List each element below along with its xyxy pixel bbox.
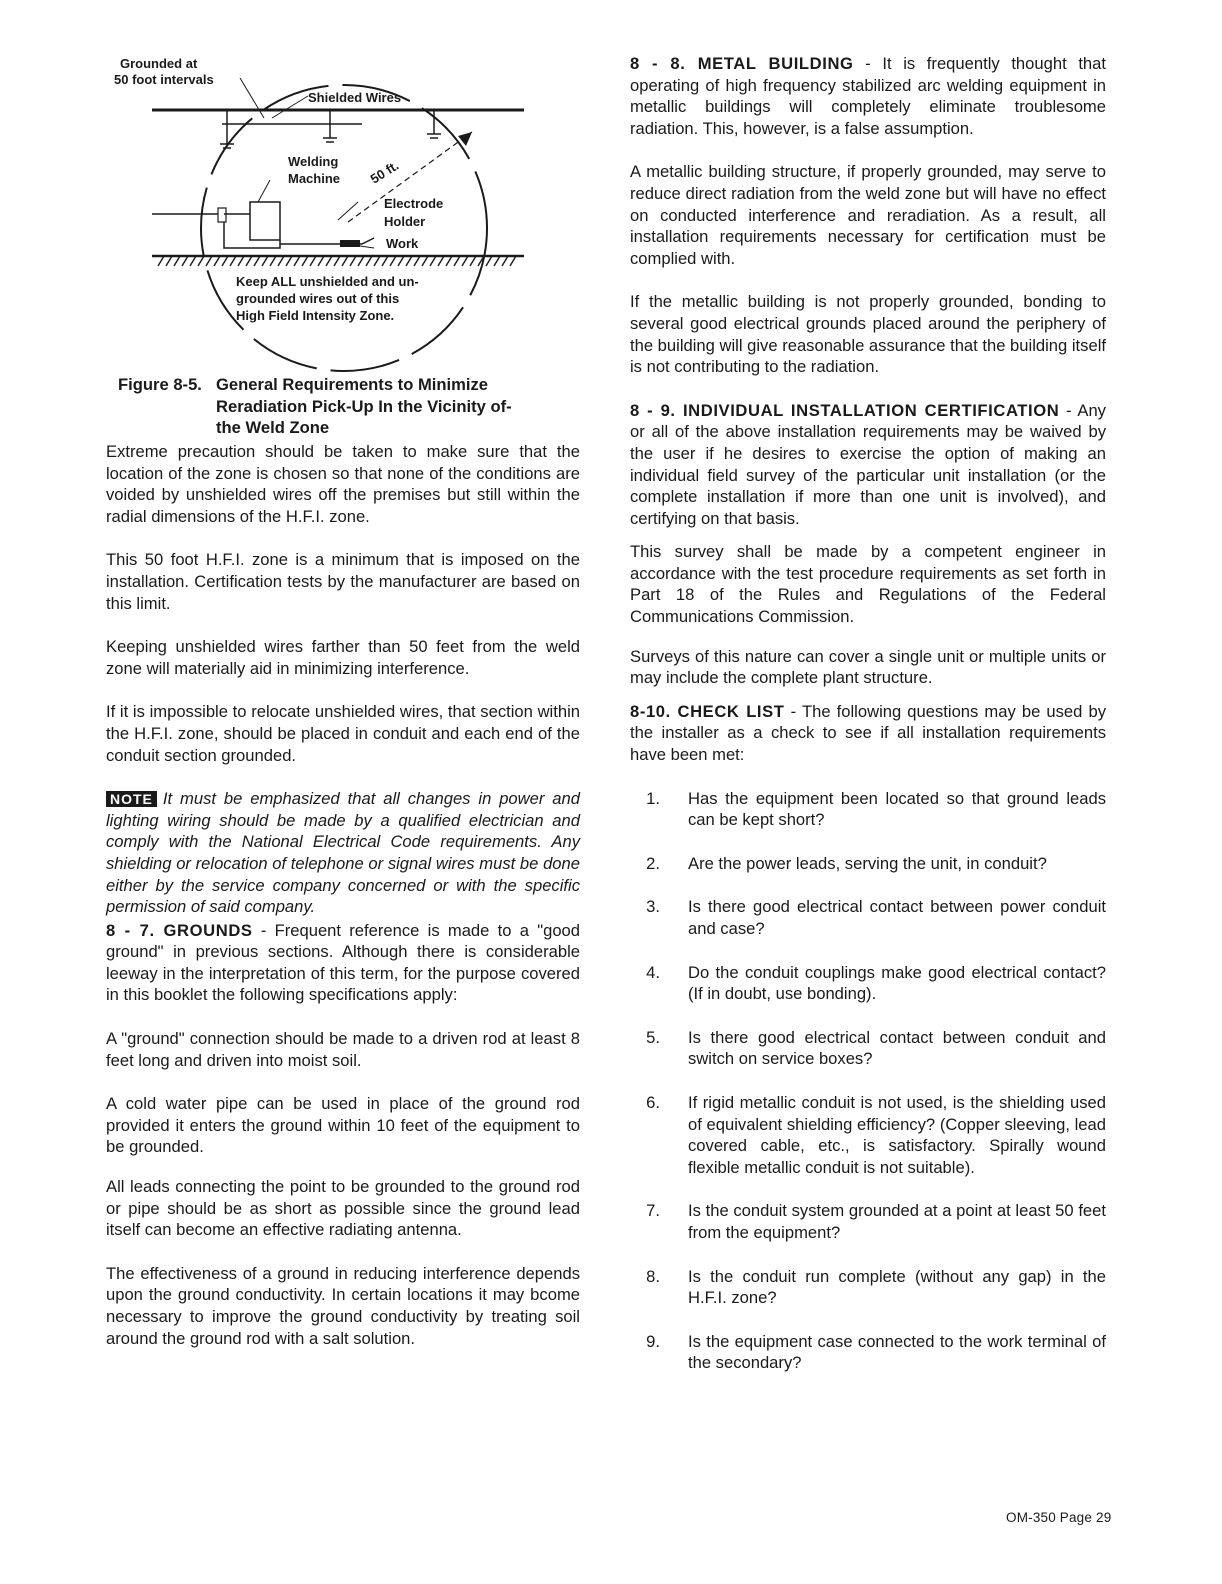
paragraph-bonding: If the metallic building is not properly grounded, bonding to several good electrical grounds placed around the periphery of the building will give reasonable assurance that the building itself is not contributing to the radiation. <box>630 292 1106 377</box>
label-machine: Machine <box>288 171 341 186</box>
label-shielded-wires: Shielded Wires <box>308 90 402 105</box>
grounds-heading: 8 - 7. GROUNDS <box>106 920 253 940</box>
electrode-holder-shape <box>340 240 360 247</box>
list-item: 6. If rigid metallic conduit is not used, is the shielding used of equivalent shielding efficiency? (Copper sleeving, lead covered cable, etc., is satisfactory. Spirally wound flexible metallic conduit is not suitable). <box>646 1092 1106 1177</box>
label-welding: Welding <box>288 154 339 169</box>
paragraph-conductivity: The effectiveness of a ground in reducing interference depends upon the ground conductivity. In certain locations it may bcome necessary to improve the ground conductivity by treating soil around the ground rod with a salt solution. <box>106 1263 580 1348</box>
check-list <box>630 788 1106 1374</box>
list-item: 3. Is there good electrical contact between power conduit and case? <box>646 897 1106 938</box>
page-footer <box>1006 1510 1111 1525</box>
check-list-text: - The following questions may be used by the installer as a check to see if all installation requirements have been met: <box>630 701 1106 765</box>
left-column <box>106 441 580 1349</box>
grounded-pointer <box>240 78 264 118</box>
right-column <box>630 53 1106 1374</box>
label-grounded: Grounded at <box>120 56 198 71</box>
label-electrode: Electrode <box>384 196 444 211</box>
paragraph-survey: This survey shall be made by a competent engineer in accordance with the test procedure requirements as set forth in Part 18 of the Rules and Regulations of the Federal Communications Commission. <box>630 542 1106 627</box>
paragraph-precaution: Extreme precaution should be taken to make sure that the location of the zone is chosen so that none of the conditions are voided by unshielded wires off the premises but still within the radial dimensions of the H.F.I. zone. <box>106 442 580 526</box>
paragraph-grounded-structure: A metallic building structure, if properly grounded, may serve to reduce direct radiation from the weld zone but will have no effect on conducted interference and reradiation. As a result, all installation requirements necessary for certification must be complied with. <box>630 162 1106 268</box>
paragraph-farther-wires: Keeping unshielded wires farther than 50 feet from the weld zone will materially aid in minimizing interference. <box>106 637 580 678</box>
paragraph-conduit: If it is impossible to relocate unshielded wires, that section within the H.F.I. zone, should be placed in conduit and each end of the conduit section grounded. <box>106 702 580 765</box>
label-work: Work <box>386 236 419 251</box>
paragraph-water-pipe: A cold water pipe can be used in place of the ground rod provided it enters the ground within 10 feet of the equipment to be grounded. <box>106 1094 580 1157</box>
page-number: Page 29 <box>1059 1510 1112 1525</box>
welding-machine-box <box>250 202 280 240</box>
caption-line3: the Weld Zone <box>216 418 330 438</box>
paragraph-short-leads: All leads connecting the point to be grounded to the ground rod or pipe should be as short as possible since the ground lead itself can become an effective radiating antenna. <box>106 1177 580 1240</box>
figure-8-5-diagram <box>112 52 532 374</box>
label-radius: 50 ft. <box>367 157 402 187</box>
metal-building-heading: 8 - 8. METAL BUILDING <box>630 54 854 73</box>
caption-line2: Reradiation Pick-Up In the Vicinity of- <box>216 396 512 416</box>
certification-heading: 8 - 9. INDIVIDUAL INSTALLATION CERTIFICATION <box>630 400 1060 420</box>
section-check-list <box>630 701 1106 766</box>
list-item: 1. Has the equipment been located so that ground leads can be kept short? <box>646 788 1106 830</box>
section-grounds <box>106 920 580 1006</box>
document-number: OM-350 <box>1006 1510 1056 1525</box>
section-certification <box>630 400 1106 530</box>
hfi-zone-diagram <box>112 52 532 374</box>
label-keep-line2: grounded wires out of this <box>236 291 400 306</box>
section-metal-building <box>630 53 1106 139</box>
list-item: 4. Do the conduit couplings make good electrical contact? (If in doubt, use bonding). <box>646 962 1106 1004</box>
shielded-pointer <box>272 96 308 118</box>
note-text: It must be emphasized that all changes in power and lighting wiring should be made by a qualified electrician and comply with the National Electrical Code requirements. Any shielding or relocation of telephone or signal wires must be done either by the service company concerned or with the specific permission of said company. <box>106 789 580 917</box>
figure-caption <box>118 374 588 439</box>
label-intervals: 50 foot intervals <box>114 72 214 87</box>
list-item: 5. Is there good electrical contact between conduit and switch on service boxes? <box>646 1027 1106 1069</box>
note-badge: NOTE <box>106 791 157 807</box>
caption-line1: General Requirements to Minimize <box>216 375 489 394</box>
check-list-heading: 8-10. CHECK LIST <box>630 701 785 721</box>
label-keep-line1: Keep ALL unshielded and un- <box>236 274 419 289</box>
figure-number: Figure 8-5. <box>118 375 202 394</box>
paragraph-minimum-zone: This 50 foot H.F.I. zone is a minimum that is imposed on the installation. Certification tests by the manufacturer are based on this limit. <box>106 550 580 613</box>
paragraph-survey-scope: Surveys of this nature can cover a single unit or multiple units or may include the complete plant structure. <box>630 646 1106 688</box>
list-item: 9. Is the equipment case connected to the work terminal of the secondary? <box>646 1331 1106 1373</box>
ground-drop-symbols <box>220 110 441 148</box>
list-item: 7. Is the conduit system grounded at a point at least 50 feet from the equipment? <box>646 1201 1106 1242</box>
paragraph-driven-rod: A "ground" connection should be made to a driven rod at least 8 feet long and driven into moist soil. <box>106 1029 580 1070</box>
grounds-text: - Frequent reference is made to a "good ground" in previous sections. Although there is considerable leeway in the interpretation of this term, for the purpose covered in this booklet the following specifications apply: <box>106 920 581 1005</box>
note-block <box>106 788 580 918</box>
label-holder: Holder <box>384 214 426 229</box>
metal-building-text: - It is frequently thought that operating of high frequency stabilized arc welding equipment in metallic buildings will completely eliminate troublesome radiation. This, however, is a false assumption. <box>630 54 1106 138</box>
list-item: 8. Is the conduit run complete (without any gap) in the H.F.I. zone? <box>646 1266 1106 1308</box>
certification-text: - Any or all of the above installation requirements may be waived by the user if he desires to exercise the option of making an individual field survey of the particular unit installation (or the complete installation if more than one unit is involved), and certifying on that basis. <box>630 400 1106 528</box>
hfi-zone-circle <box>201 85 487 371</box>
label-keep-line3: High Field Intensity Zone. <box>236 308 395 323</box>
list-item: 2. Are the power leads, serving the unit, in conduit? <box>646 853 1047 873</box>
ground-hatching <box>158 256 516 266</box>
